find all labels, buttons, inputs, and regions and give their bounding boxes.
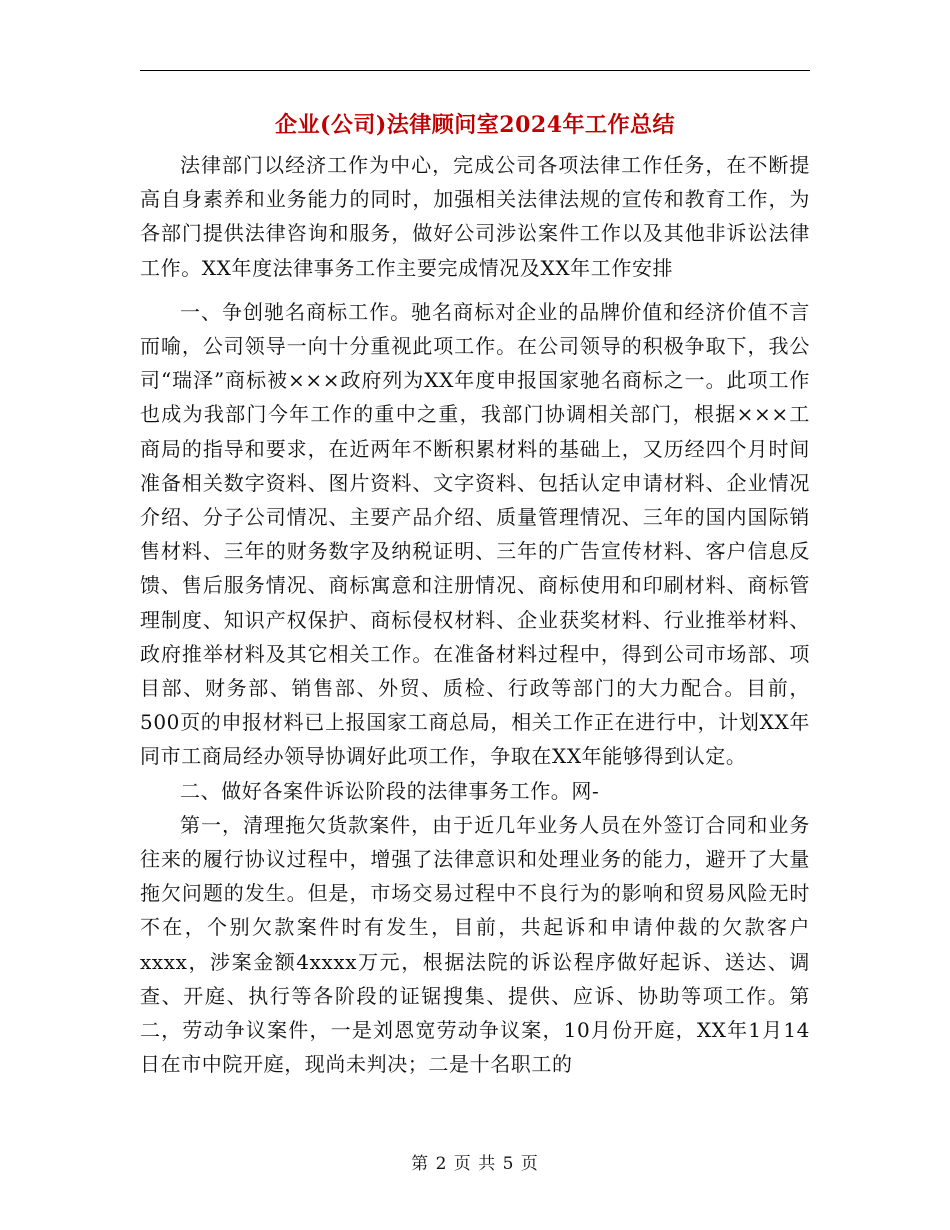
document-body <box>140 148 810 1081</box>
header-rule <box>140 70 810 71</box>
document-title: 企业(公司)法律顾问室2024年工作总结 <box>274 112 676 138</box>
paragraph-section-two-body: 第一，清理拖欠货款案件，由于近几年业务人员在外签订合同和业务往来的履行协议过程中，增强了法律意识和处理业务的能力，避开了大量拖欠问题的发生。但是，市场交易过程中不良行为的影响和贸易风险无时不在，个别欠款案件时有发生，目前，共起诉和申请仲裁的欠款客户xxxx，涉案金额4xxxx万元，根据法院的诉讼程序做好起诉、送达、调查、开庭、执行等各阶段的证锯搜集、提供、应诉、协助等项工作。第二，劳动争议案件，一是刘恩宽劳动争议案，10月份开庭，XX年1月14日在市中院开庭，现尚未判决；二是十名职工的 <box>140 812 810 1077</box>
page-number-footer: 第 2 页 共 5 页 <box>411 1154 539 1174</box>
paragraph-intro: 法律部门以经济工作为中心，完成公司各项法律工作任务，在不断提高自身素养和业务能力的同时，加强相关法律法规的宣传和教育工作，为各部门提供法律咨询和服务，做好公司涉讼案件工作以及其他非诉讼法律工作。XX年度法律事务工作主要完成情况及XX年工作安排 <box>140 153 810 280</box>
paragraph-section-two-heading: 二、做好各案件诉讼阶段的法律事务工作。网- <box>180 778 600 803</box>
paragraph-section-one: 一、争创驰名商标工作。驰名商标对企业的品牌价值和经济价值不言而喻，公司领导一向十分重视此项工作。在公司领导的积极争取下，我公司“瑞泽”商标被×××政府列为XX年度申报国家驰名商标之一。此项工作也成为我部门今年工作的重中之重，我部门协调相关部门，根据×××工商局的指导和要求，在近两年不断积累材料的基础上，又历经四个月时间准备相关数字资料、图片资料、文字资料、包括认定申请材料、企业情况介绍、分子公司情况、主要产品介绍、质量管理情况、三年的国内国际销售材料、三年的财务数字及纳税证明、三年的广告宣传材料、客户信息反馈、售后服务情况、商标寓意和注册情况、商标使用和印刷材料、商标管理制度、知识产权保护、商标侵权材料、企业获奖材料、行业推举材料、政府推举材料及其它相关工作。在准备材料过程中，得到公司市场部、项目部、财务部、销售部、外贸、质检、行政等部门的大力配合。目前，500页的申报材料已上报国家工商总局，相关工作正在进行中，计划XX年同市工商局经办领导协调好此项工作，争取在XX年能够得到认定。 <box>140 299 810 769</box>
